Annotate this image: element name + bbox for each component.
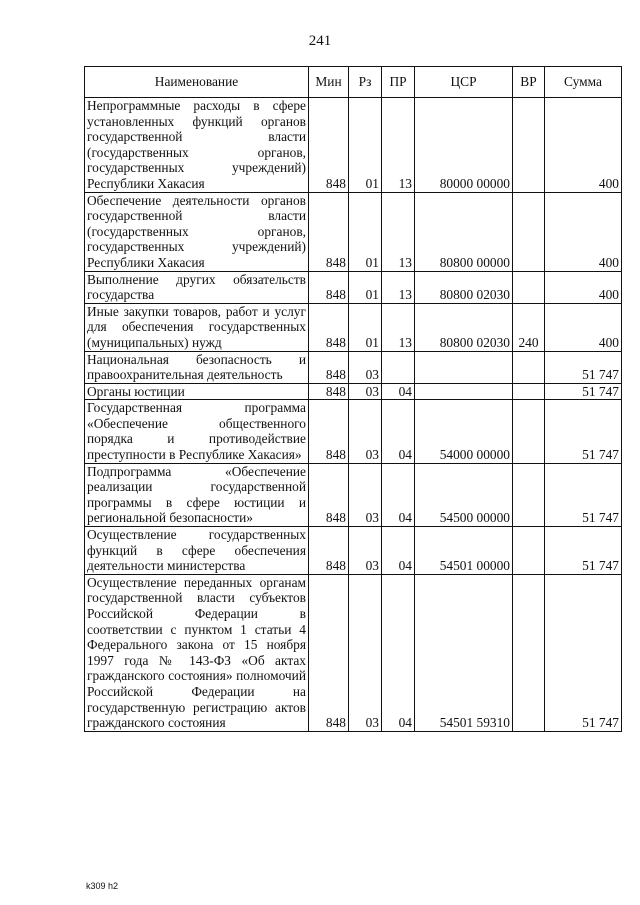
column-header-sum: Сумма: [545, 67, 622, 98]
row-csr: 54501 59310: [415, 574, 513, 731]
row-pr: 04: [382, 463, 415, 526]
row-rz: 03: [349, 527, 382, 575]
row-sum: 51 747: [545, 574, 622, 731]
row-sum: 400: [545, 98, 622, 193]
column-header-rz: Рз: [349, 67, 382, 98]
table-row: [85, 192, 622, 271]
column-header-name: Наименование: [85, 67, 309, 98]
row-sum: 51 747: [545, 383, 622, 400]
row-rz: 01: [349, 192, 382, 271]
row-pr: 13: [382, 303, 415, 351]
row-min: 848: [309, 574, 349, 731]
table-row: [85, 271, 622, 303]
row-pr: 04: [382, 574, 415, 731]
row-min: 848: [309, 192, 349, 271]
row-sum: 51 747: [545, 527, 622, 575]
row-csr: 80800 02030: [415, 303, 513, 351]
row-min: 848: [309, 351, 349, 383]
table-row: [85, 574, 622, 731]
row-vr: [513, 527, 545, 575]
row-sum: 400: [545, 271, 622, 303]
table-row: [85, 98, 622, 193]
row-csr: 80800 00000: [415, 192, 513, 271]
row-name: Осуществление государственных функций в сфере обеспечения деятельности министерства: [85, 527, 309, 575]
row-csr: 80800 02030: [415, 271, 513, 303]
table-row: [85, 303, 622, 351]
row-vr: [513, 400, 545, 463]
row-csr: 54501 00000: [415, 527, 513, 575]
row-sum: 51 747: [545, 400, 622, 463]
row-vr: [513, 192, 545, 271]
row-name: Выполнение других обязательств государства: [85, 271, 309, 303]
row-rz: 01: [349, 98, 382, 193]
table-row: [85, 400, 622, 463]
row-name: Осуществление переданных органам государственной власти субъектов Российской Федерации в соответствии с пунктом 1 статьи 4 Федерального закона от 15 ноября 1997 года № 143-ФЗ «Об актах гражданского состояния» полномочий Российской Федерации на государственную регистрацию актов гражданского состояния: [85, 574, 309, 731]
row-vr: [513, 383, 545, 400]
row-vr: [513, 98, 545, 193]
table-header-row: [85, 67, 622, 98]
table-row: [85, 527, 622, 575]
page-number: 241: [308, 33, 332, 49]
column-header-vr: ВР: [513, 67, 545, 98]
row-name: Национальная безопасность и правоохранительная деятельность: [85, 351, 309, 383]
row-vr: 240: [513, 303, 545, 351]
row-name: Органы юстиции: [85, 383, 309, 400]
row-rz: 03: [349, 383, 382, 400]
row-vr: [513, 463, 545, 526]
row-name: Государственная программа «Обеспечение общественного порядка и противодействие преступности в Республике Хакасия»: [85, 400, 309, 463]
footer-code: k309 h2: [86, 881, 119, 891]
row-csr: 54000 00000: [415, 400, 513, 463]
row-min: 848: [309, 271, 349, 303]
row-pr: 13: [382, 271, 415, 303]
row-rz: 03: [349, 463, 382, 526]
row-rz: 01: [349, 271, 382, 303]
row-pr: 13: [382, 98, 415, 193]
row-vr: [513, 574, 545, 731]
row-rz: 03: [349, 400, 382, 463]
row-min: 848: [309, 303, 349, 351]
row-pr: 04: [382, 527, 415, 575]
row-vr: [513, 271, 545, 303]
row-min: 848: [309, 98, 349, 193]
row-pr: 13: [382, 192, 415, 271]
row-sum: 400: [545, 192, 622, 271]
row-pr: 04: [382, 400, 415, 463]
row-sum: 51 747: [545, 463, 622, 526]
table-row: [85, 463, 622, 526]
column-header-min: Мин: [309, 67, 349, 98]
row-min: 848: [309, 383, 349, 400]
row-pr: [382, 351, 415, 383]
row-csr: 80000 00000: [415, 98, 513, 193]
row-csr: [415, 383, 513, 400]
table-row: [85, 351, 622, 383]
column-header-pr: ПР: [382, 67, 415, 98]
row-csr: 54500 00000: [415, 463, 513, 526]
row-rz: 03: [349, 574, 382, 731]
row-vr: [513, 351, 545, 383]
row-min: 848: [309, 527, 349, 575]
row-name: Обеспечение деятельности органов государственной власти (государственных органов, государственных учреждений) Республики Хакасия: [85, 192, 309, 271]
table-row: [85, 383, 622, 400]
row-sum: 51 747: [545, 351, 622, 383]
row-pr: 04: [382, 383, 415, 400]
row-csr: [415, 351, 513, 383]
row-name: Иные закупки товаров, работ и услуг для обеспечения государственных (муниципальных) нужд: [85, 303, 309, 351]
row-min: 848: [309, 400, 349, 463]
row-min: 848: [309, 463, 349, 526]
budget-table: [84, 66, 622, 732]
row-rz: 01: [349, 303, 382, 351]
column-header-csr: ЦСР: [415, 67, 513, 98]
row-rz: 03: [349, 351, 382, 383]
row-sum: 400: [545, 303, 622, 351]
row-name: Непрограммные расходы в сфере установленных функций органов государственной власти (государственных органов, государственных учреждений) Республики Хакасия: [85, 98, 309, 193]
row-name: Подпрограмма «Обеспечение реализации государственной программы в сфере юстиции и региональной безопасности»: [85, 463, 309, 526]
